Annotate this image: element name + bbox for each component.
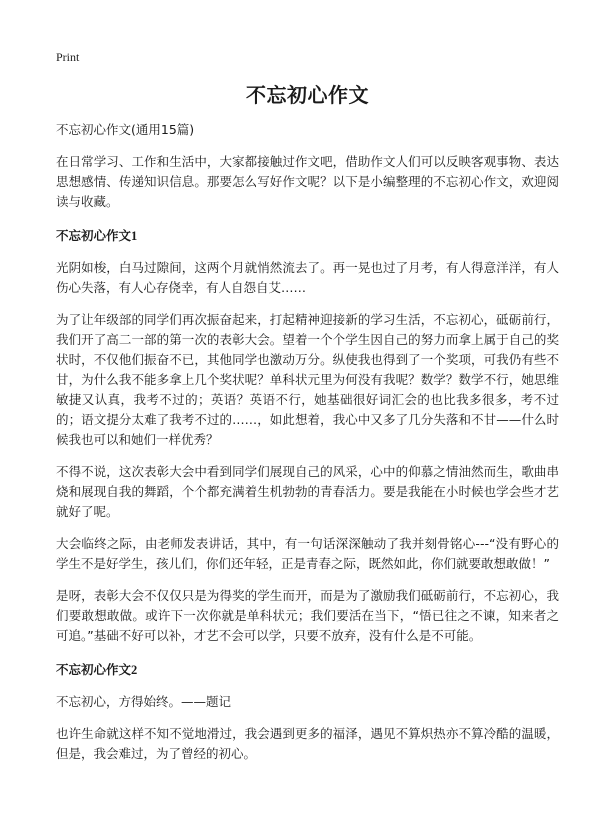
print-link[interactable]: Print	[56, 50, 80, 64]
section-heading: 不忘初心作文1	[56, 229, 138, 243]
section-paragraph: 是呀，表彰大会不仅仅只是为得奖的学生而开，而是为了激励我们砥砺前行，不忘初心，我们要敢想敢做。或许下一次你就是单科状元；我们要活在当下，“悟已往之不谏，知来者之可追。”基础不好可以补，才艺不会可以学，只要不放弃，没有什么是不可能。	[56, 588, 559, 643]
section-paragraph: 光阴如梭，白马过隙间，这两个月就悄然流去了。再一晃也过了月考，有人得意洋洋，有人伤心失落，有人心存侥幸，有人自怨自艾……	[56, 260, 559, 295]
section-paragraph: 为了让年级部的同学们再次振奋起来，打起精神迎接新的学习生活，不忘初心，砥砺前行，我们开了高二一部的第一次的表彰大会。望着一个个学生因自己的努力而拿上属于自己的奖状时，不仅他们振奋不已，其他同学也激动万分。纵使我也得到了一个奖项，可我仍有些不甘，为什么我不能多拿上几个奖状呢？单科状元里为何没有我呢？数学？数学不行，她思维敏捷又认真，我考不过的；英语？英语不行，她基础很好词汇会的也比我多很多，考不过的；语文提分太难了我考不过的……，如此想着，我心中又多了几分失落和不甘——什么时候我也可以和她们一样优秀？	[56, 312, 559, 447]
section-paragraph: 也许生命就这样不知不觉地滑过，我会遇到更多的福泽，遇见不算炽热亦不算冷酷的温暖，但是，我会难过，为了曾经的初心。	[56, 726, 559, 761]
document-title: 不忘初心作文	[246, 83, 369, 107]
section-heading: 不忘初心作文2	[56, 663, 138, 677]
section-paragraph: 不得不说，这次表彰大会中看到同学们展现自己的风采，心中的仰慕之情油然而生，歌曲串烧和展现自我的舞蹈，个个都充满着生机勃勃的青春活力。要是我能在小时候也学会些才艺就好了呢。	[56, 464, 559, 519]
section-paragraph: 不忘初心，方得始终。——题记	[56, 694, 232, 709]
essay-section-1	[56, 226, 559, 646]
section-paragraph: 大会临终之际，由老师发表讲话，其中，有一句话深深触动了我并刻骨铭心---“没有野心的学生不是好学生，孩儿们，你们还年轻，正是青春之际，既然如此，你们就要敢想敢做！”	[56, 536, 559, 571]
essay-section-2	[56, 660, 559, 764]
document-subtitle: 不忘初心作文(通用15篇)	[56, 122, 195, 137]
intro-paragraph: 在日常学习、工作和生活中，大家都接触过作文吧，借助作文人们可以反映客观事物、表达思想感情、传递知识信息。那要怎么写好作文呢？以下是小编整理的不忘初心作文，欢迎阅读与收藏。	[56, 154, 559, 209]
